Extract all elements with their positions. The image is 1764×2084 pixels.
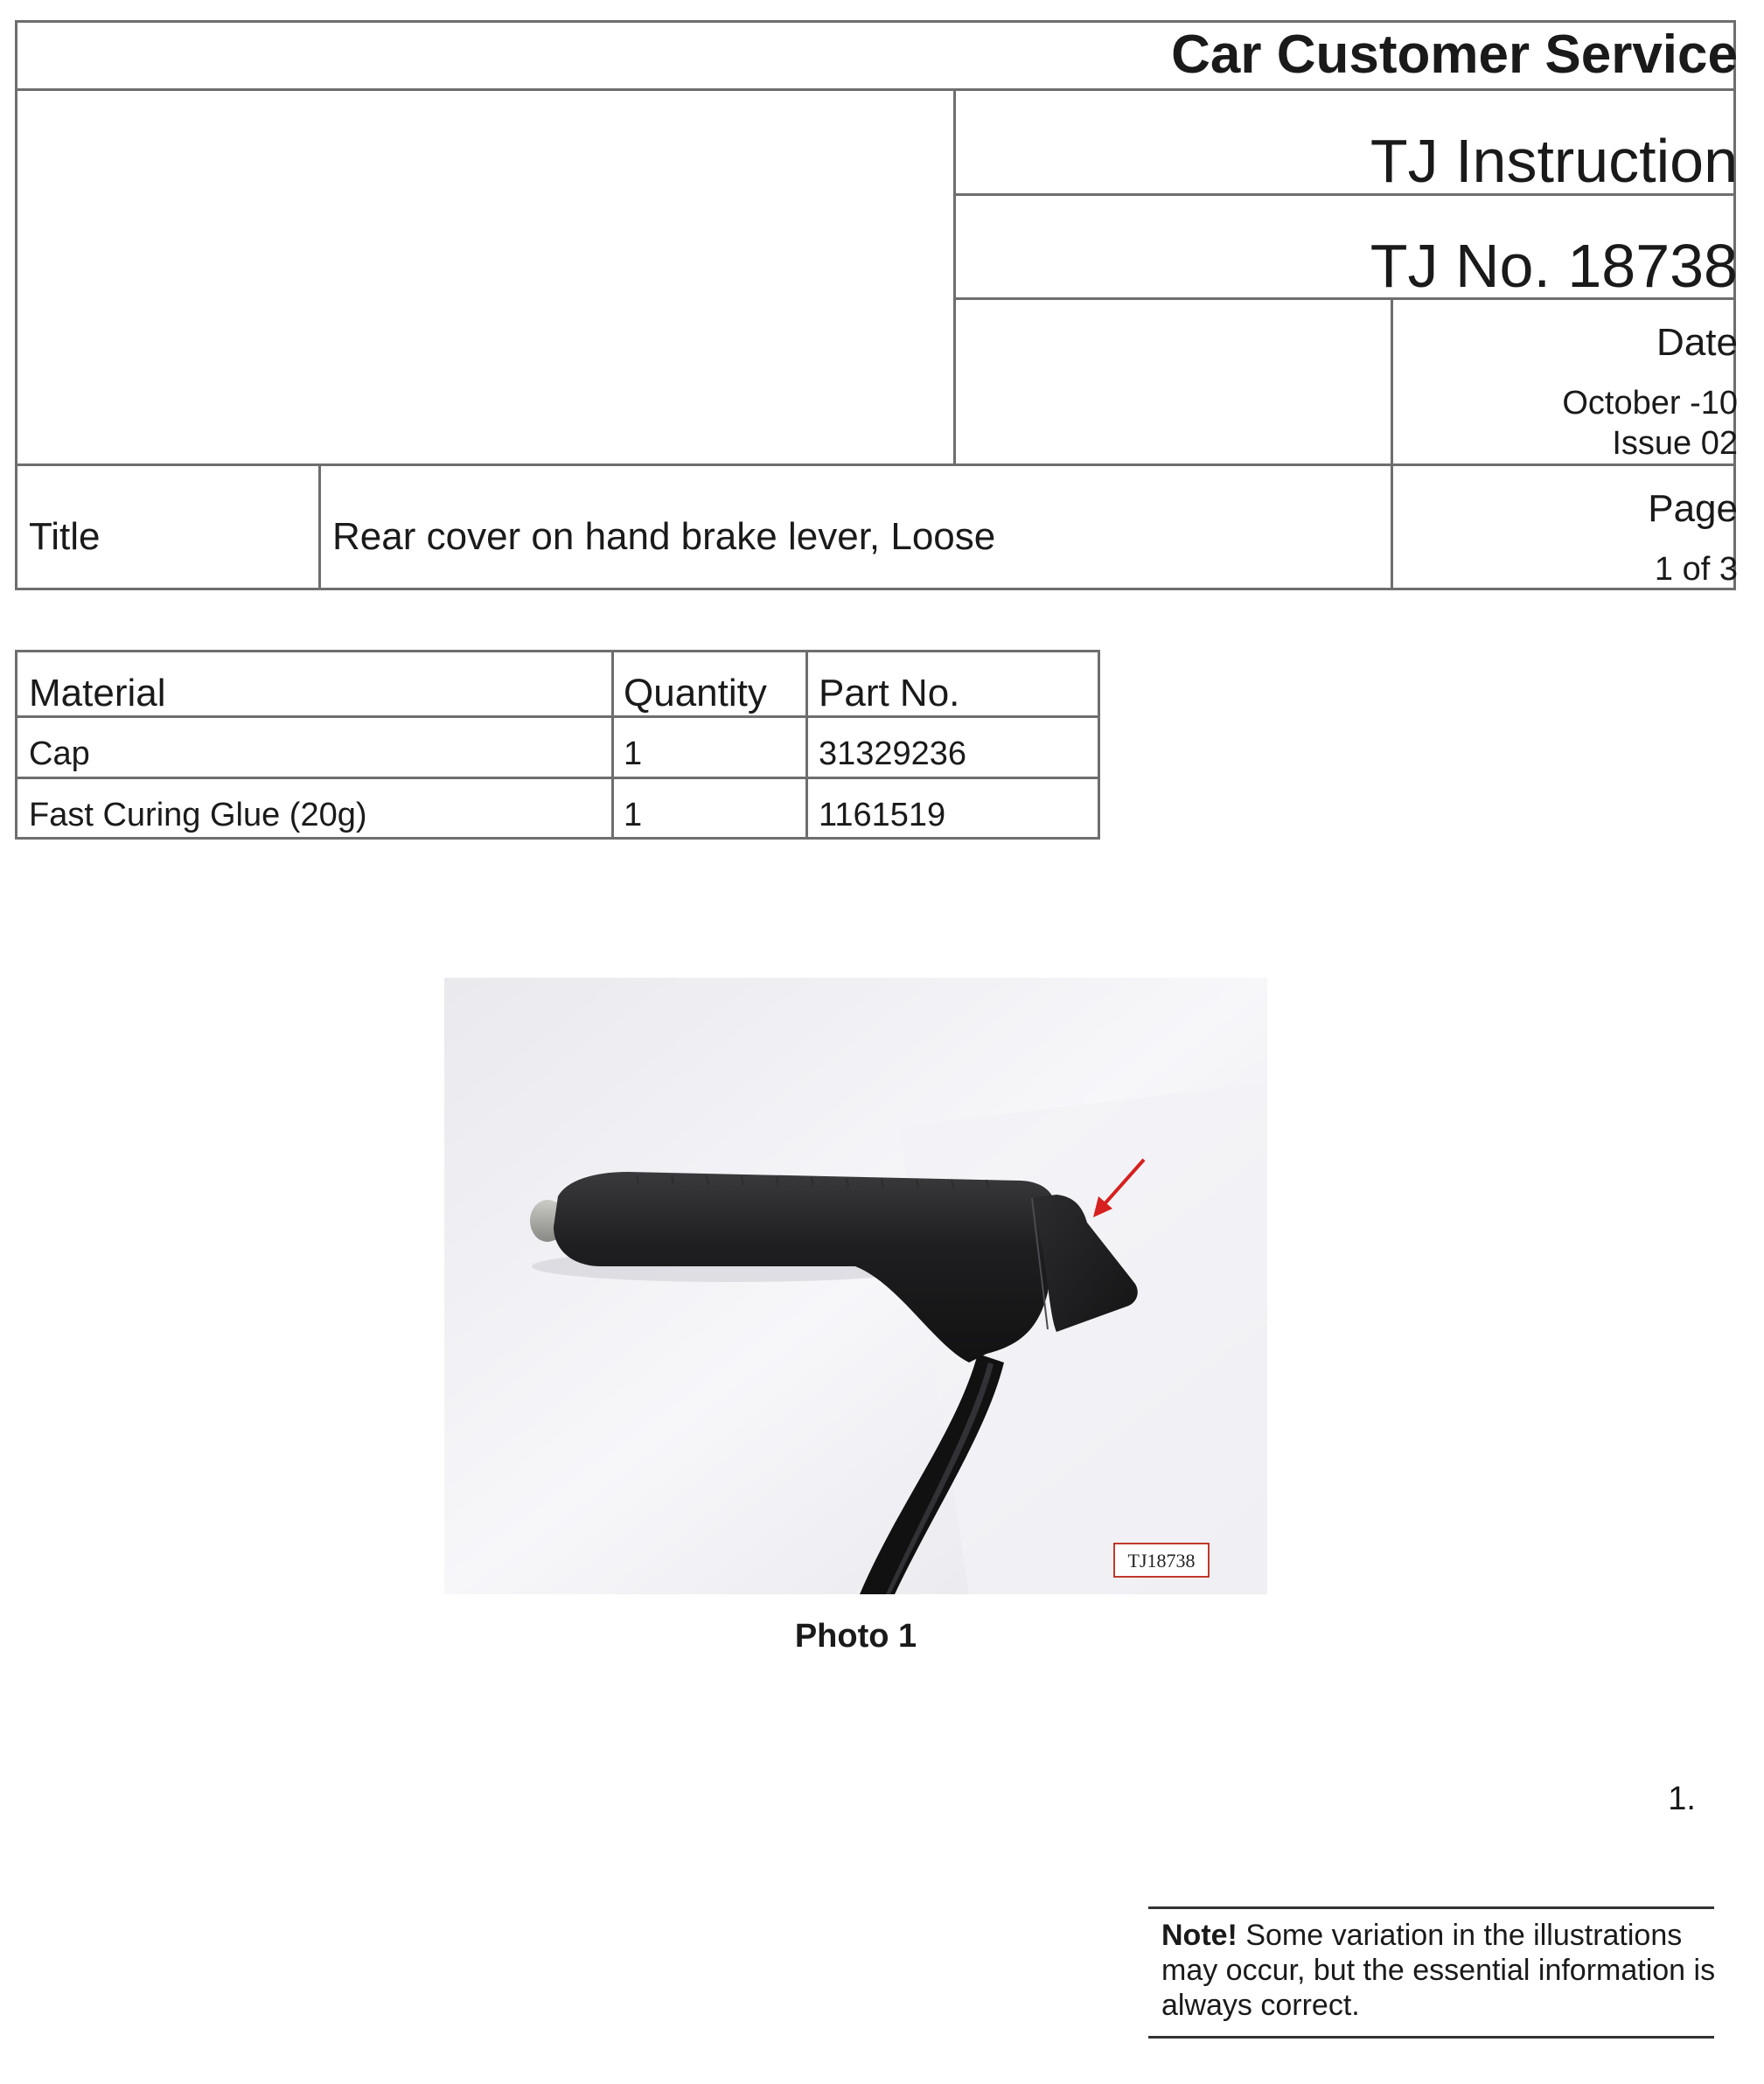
table-cell-part-no: 31329236 <box>819 735 967 772</box>
page-value: 1 of 3 <box>1654 551 1738 588</box>
page-label: Page <box>1648 487 1738 530</box>
note-bold: Note! <box>1161 1919 1238 1952</box>
company-title: Car Customer Service <box>1171 24 1738 85</box>
table-header-quantity: Quantity <box>624 672 767 714</box>
issue-value: Issue 02 <box>1612 425 1738 462</box>
date-value: October -10 <box>1562 385 1738 422</box>
step-number: 1. <box>1668 1781 1696 1817</box>
note-text <box>1161 1918 1721 2023</box>
title-value: Rear cover on hand brake lever, Loose <box>332 515 996 558</box>
photo-stamp: TJ18738 <box>1113 1543 1210 1578</box>
table-cell-material: Cap <box>29 735 90 772</box>
tj-number: TJ No. 18738 <box>1370 232 1738 300</box>
note-body: Some variation in the illustrations may occur, but the essential information is always correct. <box>1161 1919 1716 2022</box>
table-cell-part-no: 1161519 <box>819 797 946 833</box>
date-label: Date <box>1656 321 1738 364</box>
table-cell-quantity: 1 <box>624 797 643 833</box>
document-type: TJ Instruction <box>1370 127 1738 195</box>
title-label: Title <box>29 515 101 558</box>
hand-brake-photo <box>444 978 1267 1594</box>
table-header-part-no: Part No. <box>819 672 960 714</box>
table-cell-material: Fast Curing Glue (20g) <box>29 797 367 833</box>
table-cell-quantity: 1 <box>624 735 643 772</box>
photo-caption: Photo 1 <box>794 1618 917 1655</box>
table-header-material: Material <box>29 672 166 714</box>
